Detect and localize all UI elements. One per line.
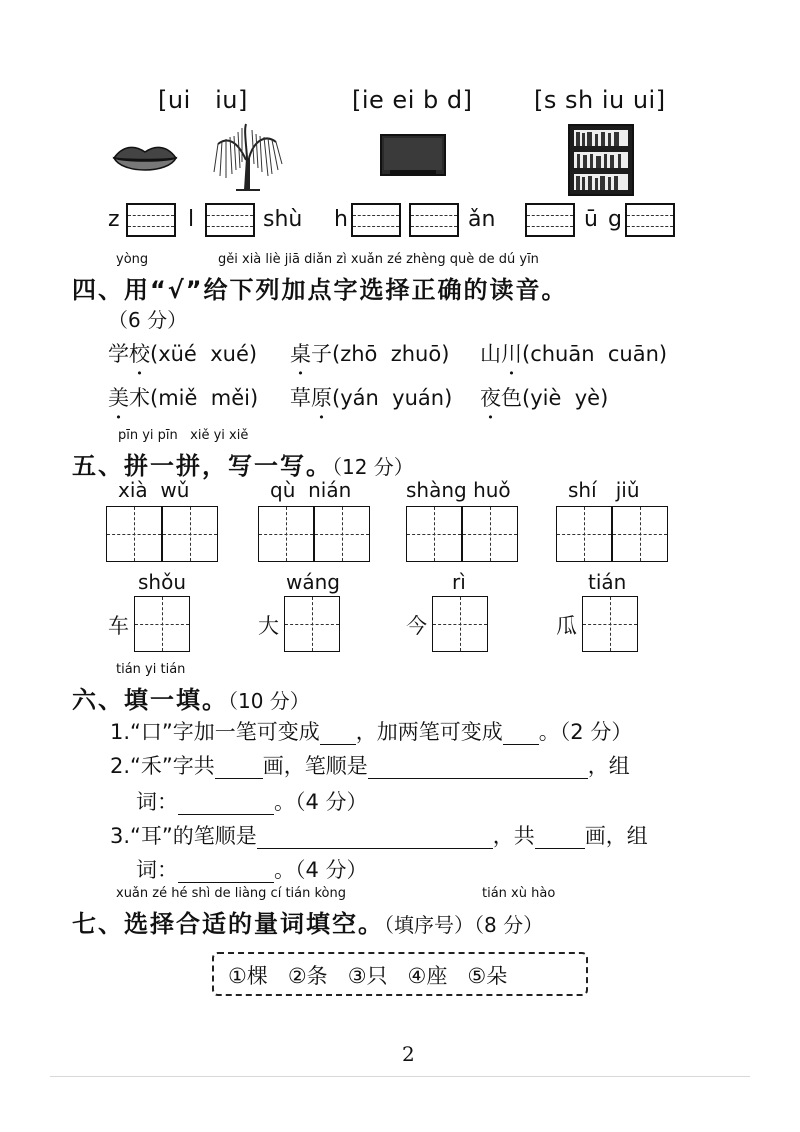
measure-word-options: ①棵 ②条 ③只 ④座 ⑤朵 <box>212 952 588 996</box>
final-an: ǎn <box>468 207 496 232</box>
q2-text: 画，笔顺是 <box>262 754 368 778</box>
section4-item-6[interactable] <box>480 382 608 412</box>
pinyin-answer-box-2[interactable] <box>205 203 255 237</box>
word-pinyin-3: shàng huǒ <box>406 478 511 502</box>
word-pinyin-1: xià wǔ <box>118 478 190 502</box>
q2-blank-count[interactable] <box>215 754 263 779</box>
section7-pinyin-hint-2: tián xù hào <box>482 886 556 901</box>
section5-title <box>72 446 414 481</box>
word-pinyin-4: shí jiǔ <box>568 478 640 502</box>
tianzi-grid[interactable] <box>406 506 462 562</box>
pinyin-answer-box-3[interactable] <box>351 203 401 237</box>
section4-item-2[interactable] <box>290 338 449 368</box>
tianzi-grid[interactable] <box>432 596 488 652</box>
initial-l: l <box>188 207 195 232</box>
q3-text: 词： <box>136 858 178 882</box>
pinyin-options[interactable]: (miě měi) <box>150 386 259 410</box>
bookshelf-picture <box>568 124 634 196</box>
word-pinyin-2: qù nián <box>270 478 352 502</box>
pinyin-answer-box-1[interactable] <box>126 203 176 237</box>
section6-title-text: 六、填一填。 <box>72 686 228 714</box>
item-char: 术 <box>129 386 150 410</box>
q1-text: 1.“口”字加一笔可变成 <box>110 720 320 744</box>
dotted-char: 桌 <box>290 342 311 366</box>
item-char: 学 <box>108 342 129 366</box>
tianzi-grid[interactable] <box>612 506 668 562</box>
initial-g: g <box>608 207 622 232</box>
single-pinyin-4: tián <box>588 570 627 594</box>
prefix-char-1: 车 <box>108 614 129 638</box>
dotted-char: 原 <box>311 386 332 410</box>
q3-text: 3.“耳”的笔顺是 <box>110 824 257 848</box>
item-char: 子 <box>311 342 332 366</box>
section4-item-5[interactable] <box>290 382 452 412</box>
q3-text: ，共 <box>492 824 535 848</box>
pinyin-options[interactable]: (yán yuán) <box>332 386 453 410</box>
single-pinyin-3: rì <box>452 570 466 594</box>
item-char: 山 <box>480 342 501 366</box>
question-3 <box>110 820 648 850</box>
section5-pinyin-hint: pīn yi pīn xiě yi xiě <box>118 428 249 443</box>
q3-blank-word[interactable] <box>178 858 274 883</box>
section6-pinyin-hint: tián yi tián <box>116 662 186 677</box>
q2-text: ，组 <box>587 754 630 778</box>
tianzi-grid[interactable] <box>582 596 638 652</box>
q2-blank-order[interactable] <box>368 754 588 779</box>
pinyin-hint-yong: yòng <box>116 252 149 267</box>
q3-text: 画，组 <box>584 824 648 848</box>
question-2-cont <box>136 786 368 816</box>
q2-score: 。（4 分） <box>274 790 368 814</box>
tianzi-grid[interactable] <box>462 506 518 562</box>
section5-score: （12 分） <box>332 455 414 479</box>
pinyin-options[interactable]: (zhō zhuō) <box>332 342 450 366</box>
syllable-shu: shù <box>263 207 303 232</box>
dotted-char: 夜 <box>480 386 501 410</box>
initial-z: z <box>108 207 120 232</box>
lips-picture <box>112 140 178 180</box>
option-group-2: [ie ei b d] <box>352 86 473 114</box>
q2-text: 2.“禾”字共 <box>110 754 215 778</box>
q3-blank-order[interactable] <box>257 824 493 849</box>
dotted-char: 川 <box>501 342 522 366</box>
item-char: 草 <box>290 386 311 410</box>
prefix-char-4: 瓜 <box>556 614 577 638</box>
single-pinyin-1: shǒu <box>138 570 187 594</box>
question-1 <box>110 716 632 746</box>
tianzi-grid[interactable] <box>106 506 162 562</box>
section4-item-4[interactable] <box>108 382 258 412</box>
option-group-3: [s sh iu ui] <box>534 86 666 114</box>
pinyin-options[interactable]: (chuān cuān) <box>522 342 668 366</box>
pinyin-options[interactable]: (yiè yè) <box>522 386 609 410</box>
tianzi-grid[interactable] <box>162 506 218 562</box>
q1-blank-1[interactable] <box>320 720 356 745</box>
section4-title: 四、用“√”给下列加点字选择正确的读音。 <box>72 276 568 304</box>
section4-item-1[interactable] <box>108 338 257 368</box>
willow-tree-picture <box>208 122 286 192</box>
section7-score: （填序号）（8 分） <box>384 913 544 937</box>
dotted-char: 美 <box>108 386 129 410</box>
q2-blank-word[interactable] <box>178 790 274 815</box>
section7-title-text: 七、选择合适的量词填空。 <box>72 910 384 938</box>
q1-blank-2[interactable] <box>503 720 539 745</box>
question-3-cont <box>136 854 368 884</box>
prefix-char-3: 今 <box>406 614 427 638</box>
q2-text: 词： <box>136 790 178 814</box>
q1-score: 。（2 分） <box>538 720 633 744</box>
tianzi-grid[interactable] <box>314 506 370 562</box>
pinyin-answer-box-6[interactable] <box>625 203 675 237</box>
section6-score: （10 分） <box>228 689 310 713</box>
section4-score: （6 分） <box>108 308 188 332</box>
section4-item-3[interactable] <box>480 338 667 368</box>
item-char: 色 <box>501 386 522 410</box>
single-pinyin-2: wáng <box>286 570 340 594</box>
page-number: 2 <box>402 1042 415 1066</box>
final-u: ū <box>584 207 598 232</box>
section6-title <box>72 680 310 715</box>
dotted-char: 校 <box>129 342 150 366</box>
section4-pinyin-hint: gěi xià liè jiā diǎn zì xuǎn zé zhèng què de dú yīn <box>218 252 539 267</box>
option-group-1: [ui iu] <box>158 86 248 114</box>
blackboard-picture <box>380 134 446 176</box>
q3-score: 。（4 分） <box>274 858 368 882</box>
tianzi-grid[interactable] <box>556 506 612 562</box>
section5-title-text: 五、拼一拼，写一写。 <box>72 452 332 480</box>
pinyin-answer-box-5[interactable] <box>525 203 575 237</box>
initial-h: h <box>334 207 348 232</box>
q1-text: ，加两笔可变成 <box>355 720 503 744</box>
tianzi-grid[interactable] <box>284 596 340 652</box>
prefix-char-2: 大 <box>258 614 279 638</box>
tianzi-grid[interactable] <box>258 506 314 562</box>
section7-title <box>72 904 543 939</box>
pinyin-answer-box-4[interactable] <box>409 203 459 237</box>
question-2 <box>110 750 630 780</box>
footer-divider <box>50 1076 750 1077</box>
q3-blank-count[interactable] <box>535 824 585 849</box>
section7-pinyin-hint: xuǎn zé hé shì de liàng cí tián kòng <box>116 886 346 901</box>
pinyin-options[interactable]: (xüé xué) <box>150 342 258 366</box>
tianzi-grid[interactable] <box>134 596 190 652</box>
